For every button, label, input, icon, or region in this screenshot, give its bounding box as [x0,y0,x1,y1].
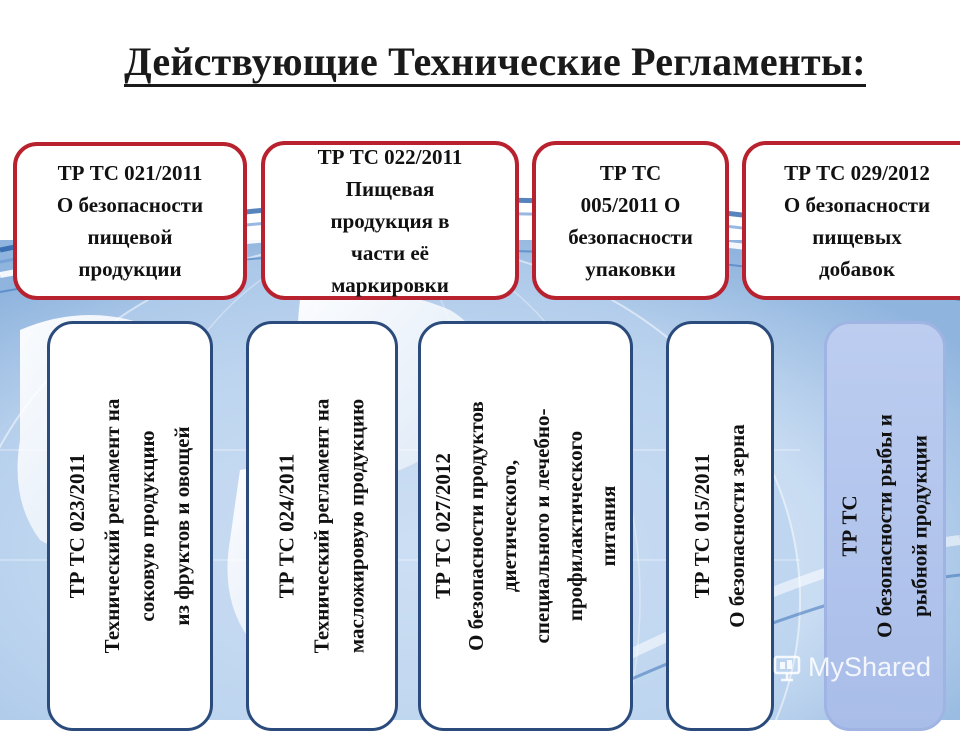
box-line: специального и лечебно- [529,408,554,644]
box-line: О безопасности [783,192,931,217]
regulation-box-022 [261,141,519,300]
box-line: О безопасности [56,193,204,217]
regulation-box-021 [13,142,247,300]
box-line: ТР ТС 024/2011 [274,453,299,599]
box-line: О безопасности продуктов [463,401,488,651]
box-line: пищевых [812,224,902,249]
box-line: ТР ТС 027/2012 [430,453,455,599]
box-line: части её [351,240,429,265]
regulation-box-029 [742,141,960,300]
vertical-text [60,399,200,654]
box-line: ТР ТС 015/2011 [690,453,714,599]
box-line: маркировки [331,272,449,297]
vertical-text [427,401,625,651]
box-line: О безопасности зерна [725,424,749,628]
box-line: безопасности [568,224,693,249]
regulation-box-023 [47,321,213,731]
box-line: ТР ТС 023/2011 [65,453,89,599]
presentation-icon [772,653,802,683]
regulation-box-027 [418,321,633,731]
box-line: продукции [78,257,182,281]
box-line: ТР ТС [599,160,662,185]
box-line: 005/2011 О [580,192,681,217]
box-line: масложировую продукцию [344,398,369,654]
box-line: рыбной продукции [907,435,932,617]
regulation-box-005 [532,141,729,300]
regulation-box-015 [666,321,774,731]
myshared-watermark [772,652,931,683]
box-line: соковую продукцию [135,430,159,622]
regulation-box-024 [246,321,398,731]
box-line: Пищевая [345,176,435,201]
box-line: питания [595,485,620,567]
box-line: диетического, [496,459,521,593]
box-line: О безопасности рыбы и [872,414,897,638]
box-line: упаковки [585,256,676,281]
box-line: из фруктов и овощей [170,426,194,626]
vertical-text [270,399,375,654]
box-line: ТР ТС 022/2011 [317,144,463,169]
box-line: ТР ТС 021/2011 [57,161,203,185]
watermark-text: MyShared [808,652,932,682]
box-line: продукция в [330,208,450,233]
box-line: Технический регламент на [100,398,124,654]
box-line: ТР ТС 029/2012 [784,160,930,185]
box-line: ТР ТС [837,495,862,557]
page-title [0,38,960,85]
page-title-text: Действующие Технические Регламенты: [124,39,866,87]
box-line: профилактического [562,430,587,622]
box-line: Технический регламент на [309,398,334,654]
vertical-text [685,424,755,628]
vertical-text [833,414,938,638]
box-line: добавок [819,256,895,281]
box-line: пищевой [87,225,173,249]
